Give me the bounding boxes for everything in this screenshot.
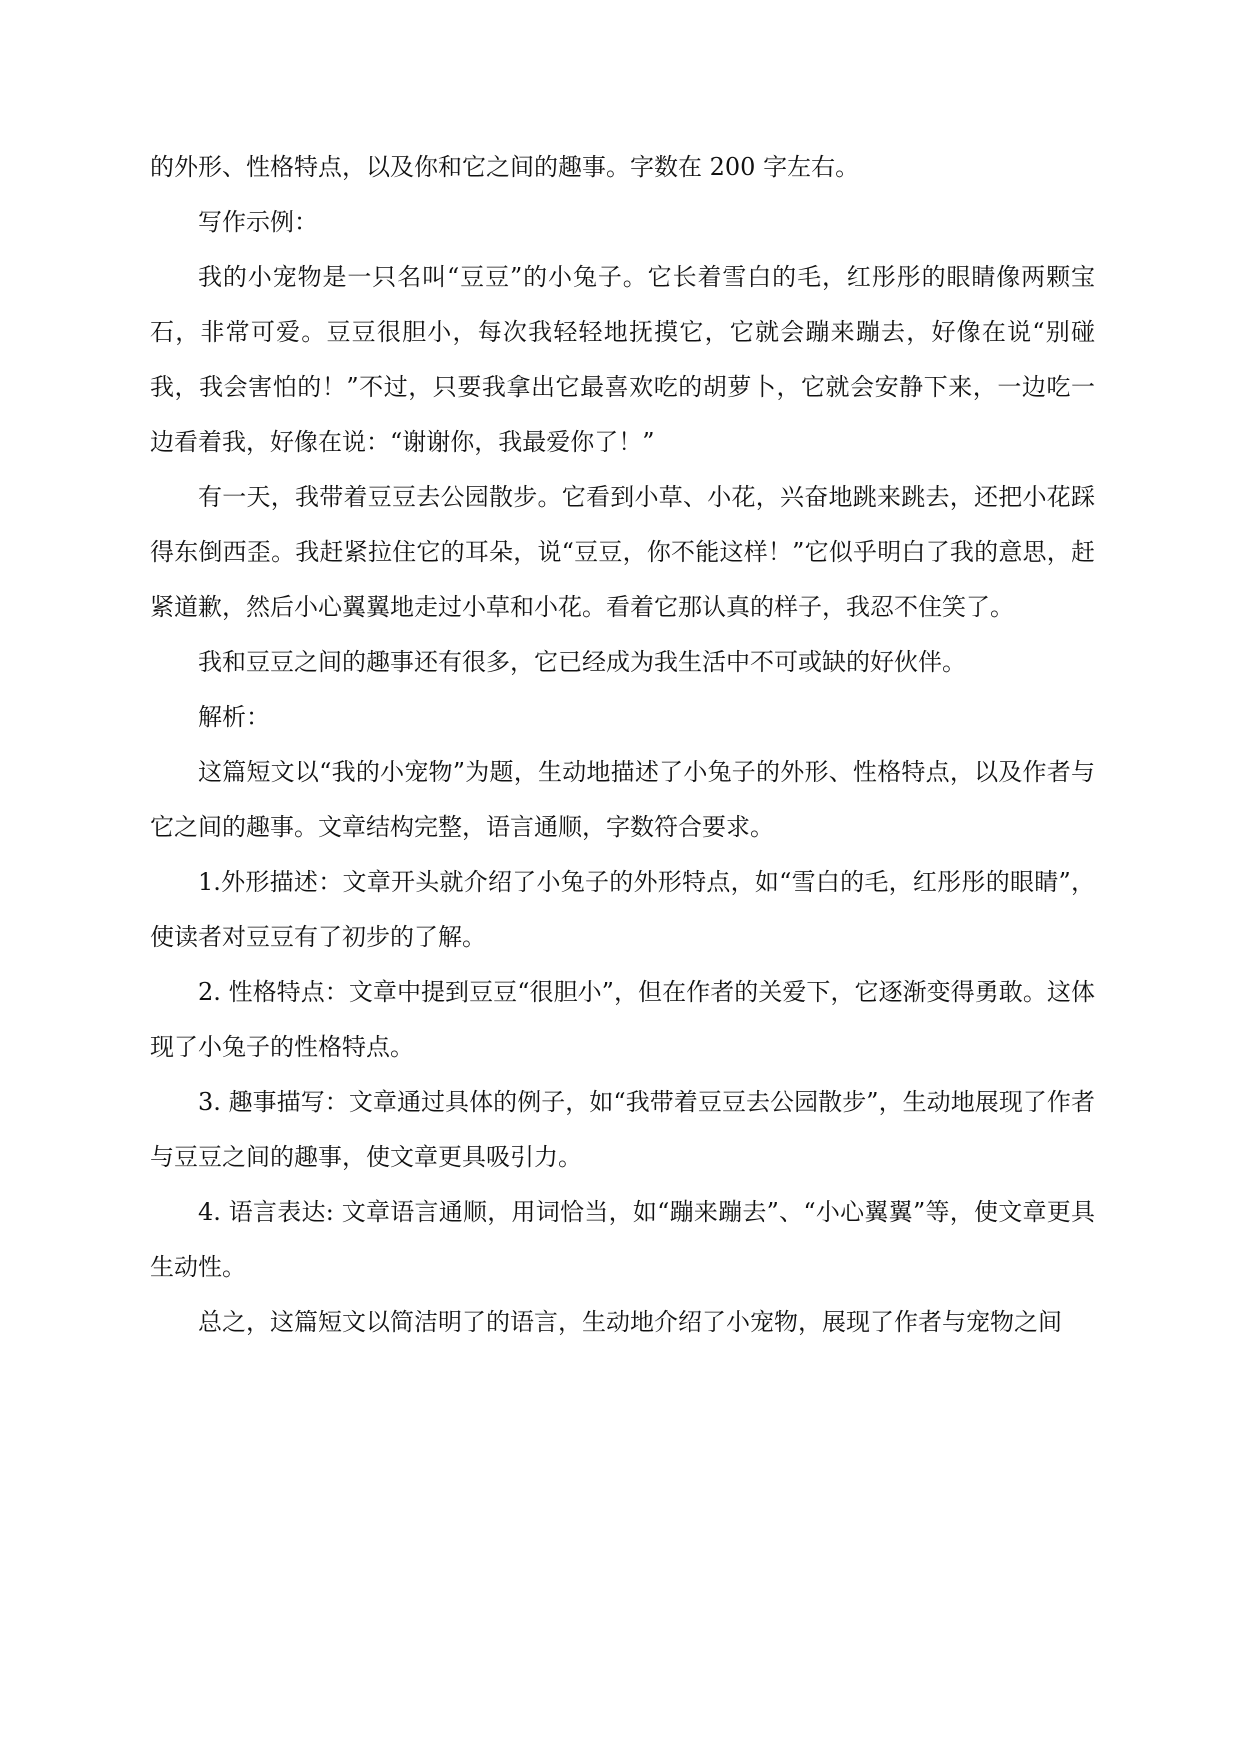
paragraph-analysis-1: 1.外形描述：文章开头就介绍了小兔子的外形特点，如“雪白的毛，红彤彤的眼睛”，使读者对豆豆有了初步的了解。 (150, 868, 1095, 951)
paragraph-analysis-intro: 这篇短文以“我的小宠物”为题，生动地描述了小兔子的外形、性格特点，以及作者与它之间的趣事。文章结构完整，语言通顺，字数符合要求。 (150, 758, 1095, 841)
paragraph-example-3: 我和豆豆之间的趣事还有很多，它已经成为我生活中不可或缺的好伙伴。 (198, 648, 966, 676)
paragraph-analysis-3: 3. 趣事描写：文章通过具体的例子，如“我带着豆豆去公园散步”，生动地展现了作者与豆豆之间的趣事，使文章更具吸引力。 (150, 1088, 1095, 1171)
example-heading: 写作示例： (198, 208, 318, 236)
document-page (150, 140, 1095, 1350)
paragraph-conclusion: 总之，这篇短文以简洁明了的语言，生动地介绍了小宠物，展现了作者与宠物之间 (198, 1308, 1062, 1336)
analysis-heading: 解析： (198, 703, 270, 731)
paragraph-example-2: 有一天，我带着豆豆去公园散步。它看到小草、小花，兴奋地跳来跳去，还把小花踩得东倒西歪。我赶紧拉住它的耳朵，说“豆豆，你不能这样！”它似乎明白了我的意思，赶紧道歉，然后小心翼翼地走过小草和小花。看着它那认真的样子，我忍不住笑了。 (150, 483, 1095, 621)
paragraph-analysis-4: 4. 语言表达: 文章语言通顺，用词恰当，如“蹦来蹦去”、“小心翼翼”等，使文章更具生动性。 (150, 1198, 1095, 1281)
paragraph-example-1: 我的小宠物是一只名叫“豆豆”的小兔子。它长着雪白的毛，红彤彤的眼睛像两颗宝石，非常可爱。豆豆很胆小，每次我轻轻地抚摸它，它就会蹦来蹦去，好像在说“别碰我，我会害怕的！”不过，只要我拿出它最喜欢吃的胡萝卜，它就会安静下来，一边吃一边看着我，好像在说：“谢谢你，我最爱你了！” (150, 263, 1095, 456)
paragraph-intro-tail: 的外形、性格特点，以及你和它之间的趣事。字数在 200 字左右。 (150, 153, 860, 181)
paragraph-analysis-2: 2. 性格特点：文章中提到豆豆“很胆小”，但在作者的关爱下，它逐渐变得勇敢。这体现了小兔子的性格特点。 (150, 978, 1095, 1061)
